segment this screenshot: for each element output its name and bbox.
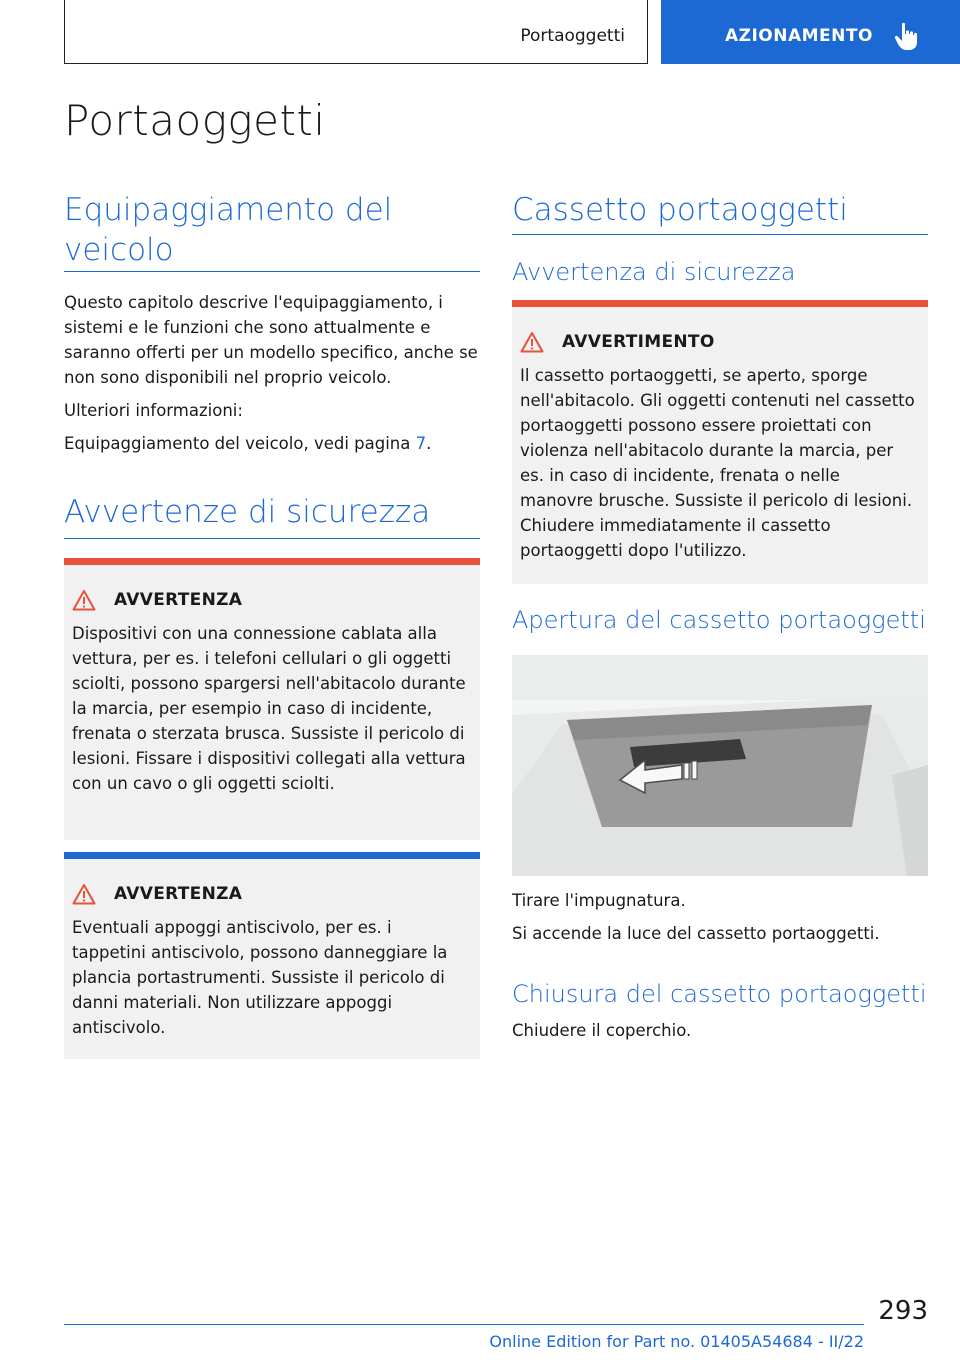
warning-title: AVVERTENZA <box>114 884 243 904</box>
equipment-text <box>64 290 480 464</box>
opening-step: Si accende la luce del cassetto portaoggetti. <box>512 924 880 943</box>
warning-text: Dispositivi con una connessione cablata alla vettura, per es. i telefoni cellulari o gli oggetti sciolti, possono spargersi nell'abitacolo durante la marcia, per esempio in caso di incidente, frenata o sterzata brusca. Sussiste il pericolo di lesioni. Fissare i dispositivi collegati alla vettura con un cavo o gli oggetti sciolti. <box>72 624 466 793</box>
warning-header <box>72 589 242 611</box>
header-section-box <box>64 0 648 64</box>
warning-box <box>512 300 928 584</box>
heading-rule <box>512 234 928 235</box>
safety-subheading: Avvertenza di sicurezza <box>512 258 796 286</box>
closing-heading: Chiusura del cassetto portaoggetti <box>512 980 927 1008</box>
reference-suffix: . <box>426 434 432 453</box>
warning-text: Eventuali appoggi antiscivolo, per es. i tappetini antiscivolo, possono danneggiare la plancia portastrumenti. Sussiste il pericolo di danni materiali. Non utilizzare appoggi antiscivolo. <box>72 918 448 1037</box>
safety-heading: Avvertenze di sicurezza <box>64 494 431 530</box>
more-info-label: Ulteriori informazioni: <box>64 401 243 420</box>
header-chapter-label: AZIONAMENTO <box>725 26 873 46</box>
warning-text: Il cassetto portaoggetti, se aperto, sporge nell'abitacolo. Gli oggetti contenuti nel cassetto portaoggetti possono essere proiettati con violenza nell'abitacolo durante la marcia, per es. in caso di incidente, frenata o nelle manovre brusche. Sussiste il pericolo di lesioni. Chiudere immediatamente il cassetto portaoggetti dopo l'utilizzo. <box>520 366 915 560</box>
page-link[interactable]: 7 <box>415 434 427 453</box>
closing-text: Chiudere il coperchio. <box>512 1021 692 1040</box>
page-number: 293 <box>878 1296 928 1326</box>
reference-prefix: Equipaggiamento del veicolo, vedi pagina <box>64 434 416 453</box>
opening-steps <box>512 888 928 954</box>
warning-triangle-icon <box>72 589 96 611</box>
equipment-paragraph: Questo capitolo descrive l'equipaggiamento, i sistemi e le funzioni che sono attualmente e saranno offerti per un modello specifico, anche se non sono disponibili nel proprio veicolo. <box>64 293 478 387</box>
warning-triangle-icon <box>520 331 544 353</box>
edition-note: Online Edition for Part no. 01405A54684 - II/22 <box>489 1332 864 1351</box>
opening-step: Tirare l'impugnatura. <box>512 891 686 910</box>
equipment-heading: Equipaggiamento del veicolo <box>64 192 393 268</box>
warning-header <box>520 331 715 353</box>
reference-line <box>64 431 480 456</box>
glovebox-heading: Cassetto portaoggetti <box>512 192 848 228</box>
header-section-label: Portaoggetti <box>520 26 625 46</box>
page-title: Portaoggetti <box>64 96 326 145</box>
warning-box <box>64 852 480 1059</box>
heading-rule <box>64 271 480 272</box>
heading-rule <box>64 538 480 539</box>
hand-pointer-icon <box>893 21 921 51</box>
warning-box <box>64 558 480 840</box>
footer-rule <box>64 1324 864 1325</box>
warning-header <box>72 883 242 905</box>
opening-heading: Apertura del cassetto portaoggetti <box>512 606 926 634</box>
warning-title: AVVERTENZA <box>114 590 243 610</box>
warning-triangle-icon <box>72 883 96 905</box>
header-chapter-tab[interactable] <box>661 0 960 64</box>
glovebox-photo <box>512 655 928 876</box>
warning-title: AVVERTIMENTO <box>562 332 715 352</box>
